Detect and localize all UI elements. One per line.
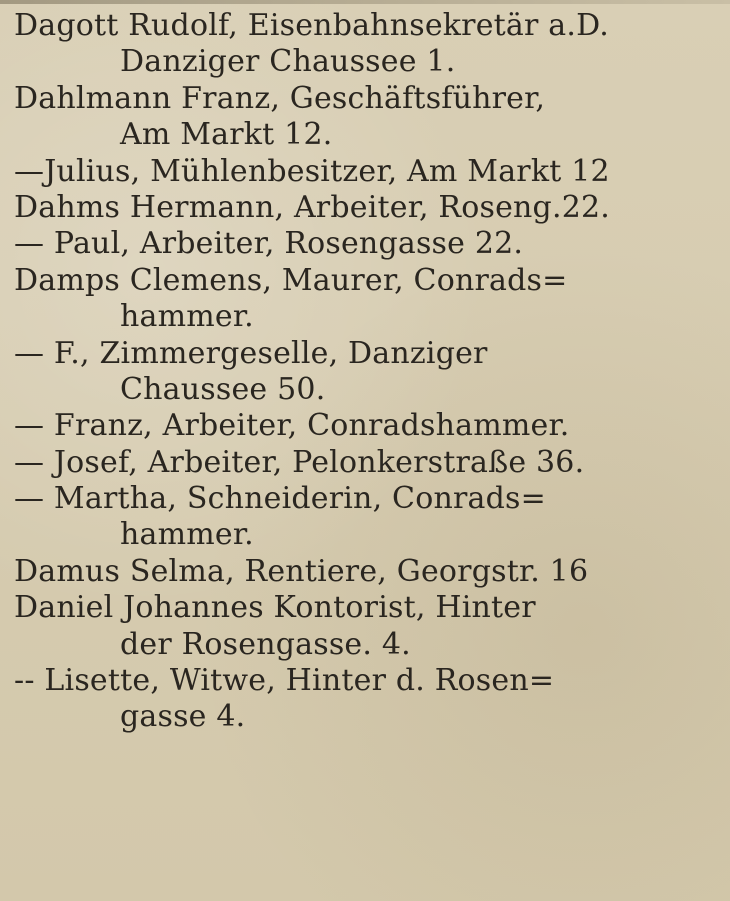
entry-continuation: Danziger Chaussee 1.: [120, 44, 456, 80]
entry-continuation: Am Markt 12.: [120, 117, 333, 153]
entry-line: — Franz, Arbeiter, Conradshammer.: [14, 408, 570, 444]
entry-line: — Josef, Arbeiter, Pelonkerstraße 36.: [14, 444, 585, 480]
entry-line: Dahlmann Franz, Geschäftsführer,: [14, 80, 546, 116]
entry-line: — Paul, Arbeiter, Rosengasse 22.: [14, 226, 524, 262]
entry-continuation: hammer.: [120, 299, 254, 335]
entry-continuation: hammer.: [120, 517, 254, 553]
entry-line: — Martha, Schneiderin, Conrads=: [14, 481, 546, 517]
entry-line: Damps Clemens, Maurer, Conrads=: [14, 262, 568, 298]
entry-line: Damus Selma, Rentiere, Georgstr. 16: [14, 553, 589, 589]
entry-line: —Julius, Mühlenbesitzer, Am Markt 12: [14, 153, 610, 189]
entry-continuation: Chaussee 50.: [120, 371, 326, 407]
entry-continuation: gasse 4.: [120, 699, 246, 735]
entry-line: Dagott Rudolf, Eisenbahnsekretär a.D.: [14, 8, 610, 43]
entry-line: Dahms Hermann, Arbeiter, Roseng.22.: [14, 189, 610, 225]
entry-line: Daniel Johannes Kontorist, Hinter: [14, 590, 536, 626]
entry-continuation: der Rosengasse. 4.: [120, 626, 411, 662]
entry-line: -- Lisette, Witwe, Hinter d. Rosen=: [14, 663, 555, 699]
entry-line: — F., Zimmergeselle, Danziger: [14, 335, 488, 371]
